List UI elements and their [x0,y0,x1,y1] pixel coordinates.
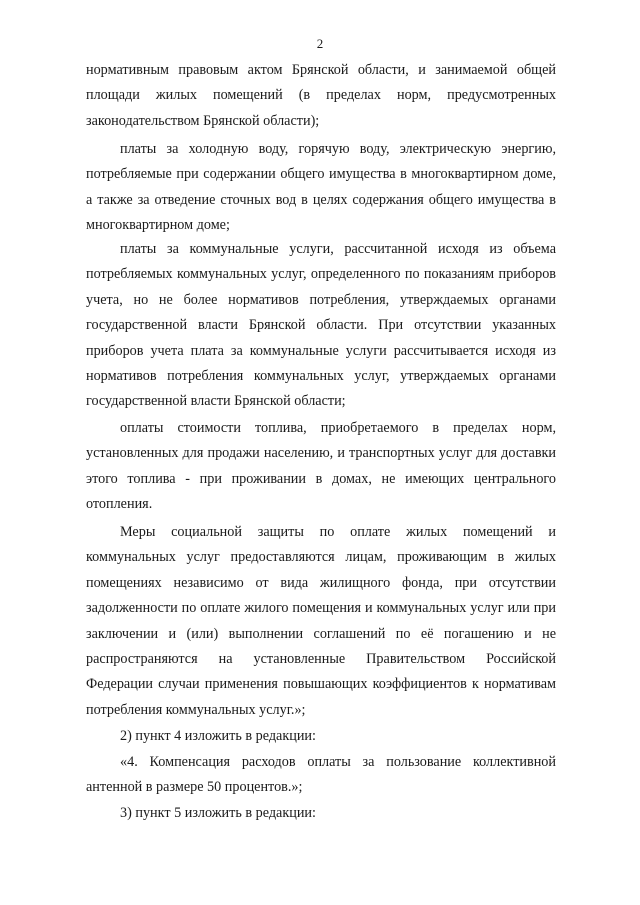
paragraph-text: Меры социальной защиты по оплате жилых помещений и коммунальных услуг предоставляются лицам, проживающим в жилых помещениях независимо от вида жилищного фонда, при отсутствии задолженности по оплате жилого помещения и коммунальных услуг или при заключении и (или) выполнении соглашений по её погашению и не распространяются на установленные Правительством Российской Федерации случаи применения повышающих коэффициентов к нормативам потребления коммунальных услуг.»; [86,524,556,718]
paragraph-item-2 [86,724,556,749]
paragraph-text: платы за коммунальные услуги, рассчитанной исходя из объема потребляемых коммунальных услуг, определенного по показаниям приборов учета, но не более нормативов потребления, утверждаемых органами государственной власти Брянской области. При отсутствии указанных приборов учета плата за коммунальные услуги рассчитывается исходя из нормативов потребления коммунальных услуг, утверждаемых органами государственной власти Брянской области; [86,241,556,410]
paragraph-social-protection [86,520,556,723]
paragraph-continuation [86,58,556,134]
paragraph-utility-payment [86,237,556,415]
paragraph-cold-water-payment [86,137,556,239]
paragraph-fuel-payment [86,416,556,518]
paragraph-text: платы за холодную воду, горячую воду, электрическую энергию, потребляемые при содержании общего имущества в многоквартирном доме, а также за отведение сточных вод в целях содержания общего имущества в многоквартирном доме; [86,141,556,234]
paragraph-antenna-compensation [86,750,556,801]
paragraph-text: 2) пункт 4 изложить в редакции: [120,728,316,744]
paragraph-text: нормативным правовым актом Брянской области, и занимаемой общей площади жилых помещений (в пределах норм, предусмотренных законодательством Брянской области); [86,62,556,129]
paragraph-item-3 [86,801,556,826]
page-number: 2 [316,36,324,51]
paragraph-text: «4. Компенсация расходов оплаты за пользование коллективной антенной в размере 50 процентов.»; [86,754,556,796]
paragraph-text: 3) пункт 5 изложить в редакции: [120,805,316,821]
paragraph-text: оплаты стоимости топлива, приобретаемого в пределах норм, установленных для продажи населению, и транспортных услуг для доставки этого топлива - при проживании в домах, не имеющих центрального отопления. [86,420,556,513]
